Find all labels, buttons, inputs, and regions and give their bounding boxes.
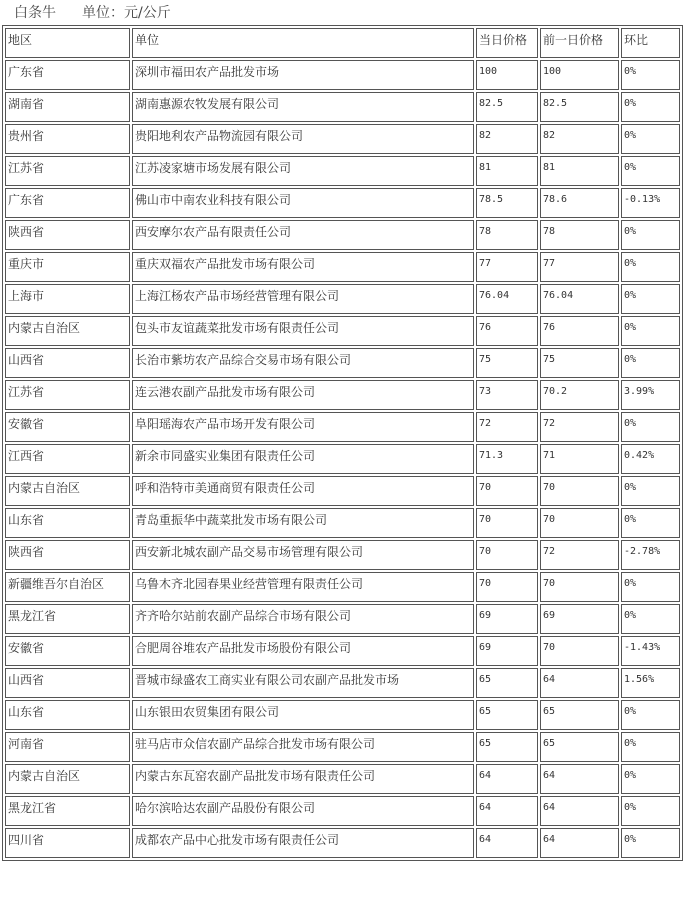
table-row bbox=[5, 60, 680, 90]
previous-price-cell: 78.6 bbox=[540, 188, 619, 218]
previous-price-cell: 64 bbox=[540, 764, 619, 794]
header-region: 地区 bbox=[5, 28, 130, 58]
region-cell: 陕西省 bbox=[5, 220, 130, 250]
previous-price-cell: 64 bbox=[540, 828, 619, 858]
region-cell: 山西省 bbox=[5, 668, 130, 698]
company-cell: 合肥周谷堆农产品批发市场股份有限公司 bbox=[132, 636, 474, 666]
company-cell: 成都农产品中心批发市场有限责任公司 bbox=[132, 828, 474, 858]
table-row bbox=[5, 828, 680, 858]
change-cell: 3.99% bbox=[621, 380, 680, 410]
today-price-cell: 65 bbox=[476, 668, 538, 698]
table-caption bbox=[14, 2, 171, 24]
header-company: 单位 bbox=[132, 28, 474, 58]
header-change: 环比 bbox=[621, 28, 680, 58]
change-cell: 0% bbox=[621, 796, 680, 826]
company-cell: 哈尔滨哈达农副产品股份有限公司 bbox=[132, 796, 474, 826]
company-cell: 山东银田农贸集团有限公司 bbox=[132, 700, 474, 730]
company-cell: 江苏凌家塘市场发展有限公司 bbox=[132, 156, 474, 186]
region-cell: 江苏省 bbox=[5, 380, 130, 410]
previous-price-cell: 70 bbox=[540, 636, 619, 666]
today-price-cell: 82.5 bbox=[476, 92, 538, 122]
company-cell: 西安新北城农副产品交易市场管理有限公司 bbox=[132, 540, 474, 570]
region-cell: 重庆市 bbox=[5, 252, 130, 282]
previous-price-cell: 69 bbox=[540, 604, 619, 634]
today-price-cell: 78 bbox=[476, 220, 538, 250]
previous-price-cell: 77 bbox=[540, 252, 619, 282]
today-price-cell: 70 bbox=[476, 508, 538, 538]
table-row bbox=[5, 124, 680, 154]
previous-price-cell: 65 bbox=[540, 700, 619, 730]
today-price-cell: 69 bbox=[476, 604, 538, 634]
today-price-cell: 70 bbox=[476, 572, 538, 602]
region-cell: 河南省 bbox=[5, 732, 130, 762]
today-price-cell: 76.04 bbox=[476, 284, 538, 314]
today-price-cell: 73 bbox=[476, 380, 538, 410]
today-price-cell: 78.5 bbox=[476, 188, 538, 218]
region-cell: 山东省 bbox=[5, 508, 130, 538]
unit-label: 单位：元/公斤 bbox=[82, 5, 171, 21]
previous-price-cell: 71 bbox=[540, 444, 619, 474]
previous-price-cell: 76.04 bbox=[540, 284, 619, 314]
region-cell: 内蒙古自治区 bbox=[5, 476, 130, 506]
change-cell: 0% bbox=[621, 348, 680, 378]
change-cell: 0% bbox=[621, 60, 680, 90]
today-price-cell: 77 bbox=[476, 252, 538, 282]
table-row bbox=[5, 444, 680, 474]
region-cell: 黑龙江省 bbox=[5, 604, 130, 634]
previous-price-cell: 81 bbox=[540, 156, 619, 186]
table-row bbox=[5, 732, 680, 762]
table-row bbox=[5, 252, 680, 282]
previous-price-cell: 65 bbox=[540, 732, 619, 762]
today-price-cell: 70 bbox=[476, 476, 538, 506]
company-cell: 湖南惠源农牧发展有限公司 bbox=[132, 92, 474, 122]
company-cell: 长治市紫坊农产品综合交易市场有限公司 bbox=[132, 348, 474, 378]
table-row bbox=[5, 380, 680, 410]
change-cell: 1.56% bbox=[621, 668, 680, 698]
today-price-cell: 76 bbox=[476, 316, 538, 346]
company-cell: 贵阳地利农产品物流园有限公司 bbox=[132, 124, 474, 154]
region-cell: 贵州省 bbox=[5, 124, 130, 154]
company-cell: 阜阳瑶海农产品市场开发有限公司 bbox=[132, 412, 474, 442]
previous-price-cell: 82.5 bbox=[540, 92, 619, 122]
change-cell: 0% bbox=[621, 92, 680, 122]
change-cell: 0% bbox=[621, 604, 680, 634]
header-previous-price: 前一日价格 bbox=[540, 28, 619, 58]
previous-price-cell: 70 bbox=[540, 476, 619, 506]
today-price-cell: 100 bbox=[476, 60, 538, 90]
previous-price-cell: 64 bbox=[540, 796, 619, 826]
table-row bbox=[5, 188, 680, 218]
table-row bbox=[5, 572, 680, 602]
change-cell: 0% bbox=[621, 156, 680, 186]
company-cell: 新余市同盛实业集团有限责任公司 bbox=[132, 444, 474, 474]
table-row bbox=[5, 700, 680, 730]
table-row bbox=[5, 636, 680, 666]
table-row bbox=[5, 668, 680, 698]
region-cell: 安徽省 bbox=[5, 636, 130, 666]
table-row bbox=[5, 604, 680, 634]
table-row bbox=[5, 476, 680, 506]
previous-price-cell: 78 bbox=[540, 220, 619, 250]
previous-price-cell: 70 bbox=[540, 508, 619, 538]
previous-price-cell: 82 bbox=[540, 124, 619, 154]
table-row bbox=[5, 540, 680, 570]
company-cell: 驻马店市众信农副产品综合批发市场有限公司 bbox=[132, 732, 474, 762]
region-cell: 黑龙江省 bbox=[5, 796, 130, 826]
change-cell: 0% bbox=[621, 732, 680, 762]
change-cell: -1.43% bbox=[621, 636, 680, 666]
table-row bbox=[5, 156, 680, 186]
change-cell: 0% bbox=[621, 508, 680, 538]
table-header-row bbox=[5, 28, 680, 58]
today-price-cell: 82 bbox=[476, 124, 538, 154]
today-price-cell: 75 bbox=[476, 348, 538, 378]
change-cell: 0% bbox=[621, 412, 680, 442]
header-today-price: 当日价格 bbox=[476, 28, 538, 58]
previous-price-cell: 72 bbox=[540, 540, 619, 570]
region-cell: 广东省 bbox=[5, 188, 130, 218]
company-cell: 齐齐哈尔站前农副产品综合市场有限公司 bbox=[132, 604, 474, 634]
region-cell: 山西省 bbox=[5, 348, 130, 378]
region-cell: 广东省 bbox=[5, 60, 130, 90]
change-cell: -2.78% bbox=[621, 540, 680, 570]
change-cell: 0% bbox=[621, 700, 680, 730]
change-cell: 0% bbox=[621, 220, 680, 250]
previous-price-cell: 70 bbox=[540, 572, 619, 602]
table-row bbox=[5, 508, 680, 538]
change-cell: 0% bbox=[621, 252, 680, 282]
change-cell: 0% bbox=[621, 476, 680, 506]
region-cell: 上海市 bbox=[5, 284, 130, 314]
previous-price-cell: 72 bbox=[540, 412, 619, 442]
change-cell: 0% bbox=[621, 572, 680, 602]
change-cell: 0% bbox=[621, 284, 680, 314]
table-row bbox=[5, 220, 680, 250]
table-row bbox=[5, 412, 680, 442]
today-price-cell: 64 bbox=[476, 764, 538, 794]
company-cell: 重庆双福农产品批发市场有限公司 bbox=[132, 252, 474, 282]
region-cell: 江苏省 bbox=[5, 156, 130, 186]
previous-price-cell: 76 bbox=[540, 316, 619, 346]
product-name: 白条牛 bbox=[14, 5, 56, 21]
change-cell: 0.42% bbox=[621, 444, 680, 474]
today-price-cell: 65 bbox=[476, 732, 538, 762]
table-row bbox=[5, 348, 680, 378]
today-price-cell: 69 bbox=[476, 636, 538, 666]
previous-price-cell: 70.2 bbox=[540, 380, 619, 410]
change-cell: 0% bbox=[621, 316, 680, 346]
company-cell: 佛山市中南农业科技有限公司 bbox=[132, 188, 474, 218]
company-cell: 内蒙古东瓦窑农副产品批发市场有限责任公司 bbox=[132, 764, 474, 794]
previous-price-cell: 75 bbox=[540, 348, 619, 378]
today-price-cell: 70 bbox=[476, 540, 538, 570]
today-price-cell: 81 bbox=[476, 156, 538, 186]
table-row bbox=[5, 764, 680, 794]
company-cell: 青岛重振华中蔬菜批发市场有限公司 bbox=[132, 508, 474, 538]
company-cell: 西安摩尔农产品有限责任公司 bbox=[132, 220, 474, 250]
region-cell: 安徽省 bbox=[5, 412, 130, 442]
price-table bbox=[2, 25, 683, 861]
region-cell: 四川省 bbox=[5, 828, 130, 858]
company-cell: 包头市友谊蔬菜批发市场有限责任公司 bbox=[132, 316, 474, 346]
change-cell: 0% bbox=[621, 828, 680, 858]
company-cell: 乌鲁木齐北园春果业经营管理有限责任公司 bbox=[132, 572, 474, 602]
today-price-cell: 65 bbox=[476, 700, 538, 730]
table-row bbox=[5, 316, 680, 346]
table-row bbox=[5, 284, 680, 314]
company-cell: 连云港农副产品批发市场有限公司 bbox=[132, 380, 474, 410]
today-price-cell: 71.3 bbox=[476, 444, 538, 474]
change-cell: 0% bbox=[621, 124, 680, 154]
company-cell: 呼和浩特市美通商贸有限责任公司 bbox=[132, 476, 474, 506]
company-cell: 上海江杨农产品市场经营管理有限公司 bbox=[132, 284, 474, 314]
previous-price-cell: 64 bbox=[540, 668, 619, 698]
table-body bbox=[5, 60, 680, 858]
table-row bbox=[5, 92, 680, 122]
company-cell: 深圳市福田农产品批发市场 bbox=[132, 60, 474, 90]
region-cell: 新疆维吾尔自治区 bbox=[5, 572, 130, 602]
today-price-cell: 64 bbox=[476, 828, 538, 858]
region-cell: 陕西省 bbox=[5, 540, 130, 570]
company-cell: 晋城市绿盛农工商实业有限公司农副产品批发市场 bbox=[132, 668, 474, 698]
region-cell: 江西省 bbox=[5, 444, 130, 474]
region-cell: 湖南省 bbox=[5, 92, 130, 122]
table-row bbox=[5, 796, 680, 826]
change-cell: 0% bbox=[621, 764, 680, 794]
change-cell: -0.13% bbox=[621, 188, 680, 218]
today-price-cell: 64 bbox=[476, 796, 538, 826]
today-price-cell: 72 bbox=[476, 412, 538, 442]
region-cell: 内蒙古自治区 bbox=[5, 764, 130, 794]
region-cell: 山东省 bbox=[5, 700, 130, 730]
previous-price-cell: 100 bbox=[540, 60, 619, 90]
region-cell: 内蒙古自治区 bbox=[5, 316, 130, 346]
